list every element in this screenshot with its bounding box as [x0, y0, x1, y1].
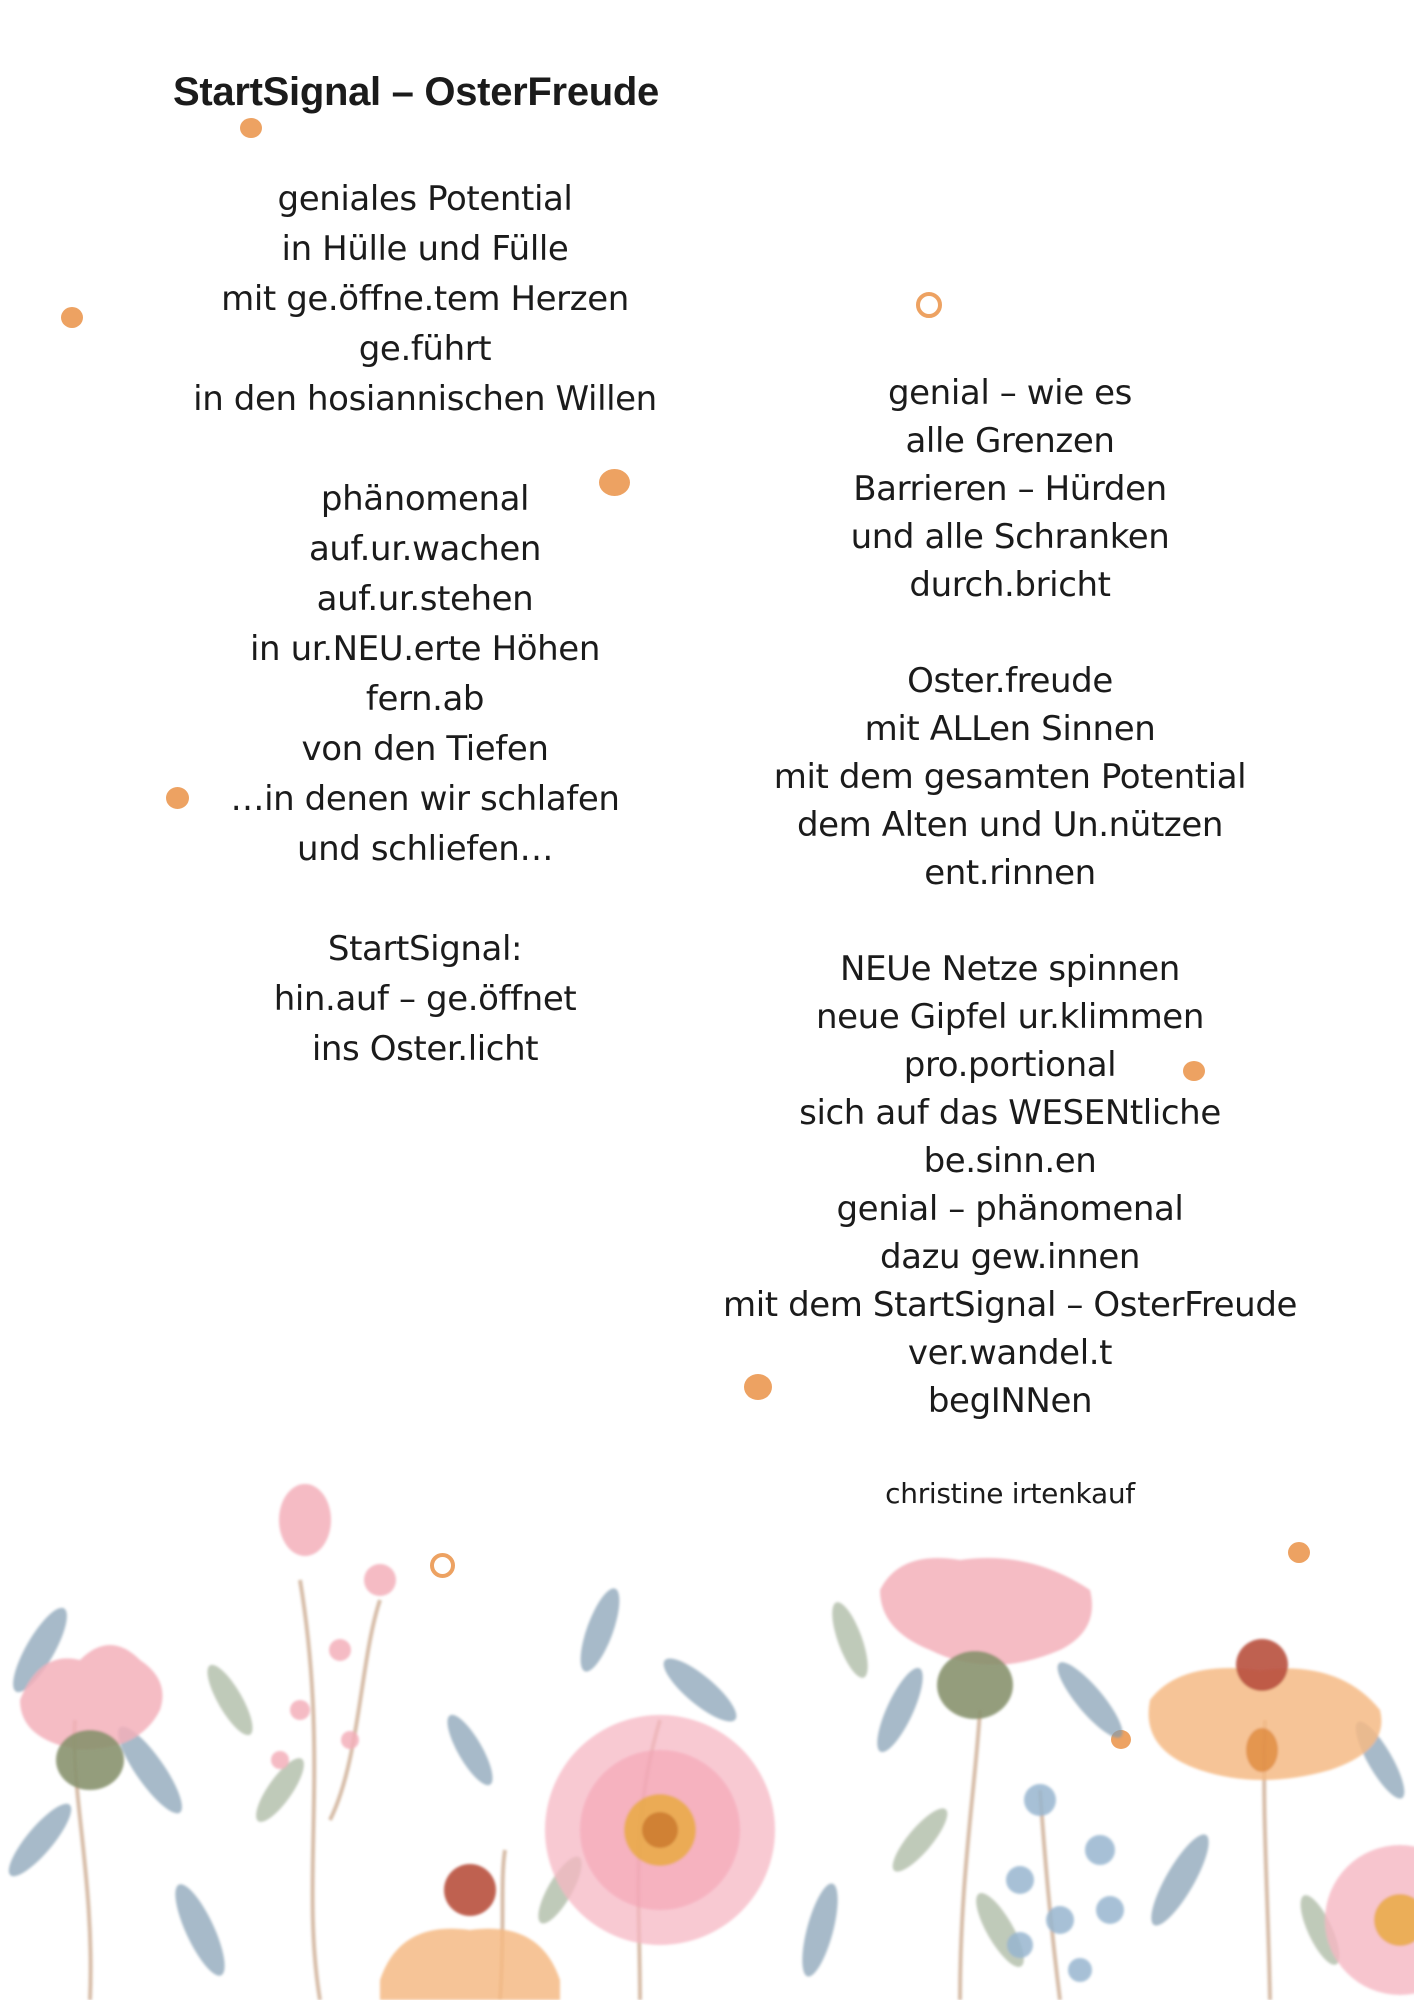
- poem-line: und schliefen…: [296, 829, 554, 869]
- author-signature: christine irtenkauf: [885, 1477, 1135, 1510]
- poem-line: durch.bricht: [909, 565, 1111, 605]
- poem-line: neue Gipfel ur.klimmen: [816, 997, 1204, 1037]
- poem-line: dazu gew.innen: [879, 1237, 1141, 1277]
- poem-line: be.sinn.en: [923, 1141, 1097, 1181]
- decor-ring: [916, 292, 942, 318]
- poem-line: pro.portional: [903, 1045, 1117, 1085]
- poem-line: in Hülle und Fülle: [281, 229, 569, 269]
- poem-line: in den hosiannischen Willen: [193, 379, 657, 419]
- poem-line: ins Oster.licht: [311, 1029, 539, 1069]
- stanza: [670, 369, 1350, 609]
- poem-line: …in denen wir schlafen: [230, 779, 620, 819]
- poem-right-column: [670, 369, 1350, 1425]
- poem-line: auf.ur.wachen: [308, 529, 542, 569]
- poem-line: geniales Potential: [277, 179, 573, 219]
- poem-line: hin.auf – ge.öffnet: [273, 979, 577, 1019]
- decor-dot: [240, 118, 262, 138]
- poem-title: StartSignal – OsterFreude: [173, 70, 659, 114]
- stanza: [100, 924, 750, 1074]
- poem-line: ent.rinnen: [924, 853, 1096, 893]
- poem-line: auf.ur.stehen: [316, 579, 534, 619]
- stanza: [100, 174, 750, 424]
- poem-line: mit ALLen Sinnen: [864, 709, 1156, 749]
- poem-line: StartSignal:: [327, 929, 523, 969]
- poem-left-column: [100, 174, 750, 1074]
- poem-line: Oster.freude: [907, 661, 1113, 701]
- poem-line: NEUe Netze spinnen: [840, 949, 1180, 989]
- poem-line: ge.führt: [358, 329, 492, 369]
- poem-line: genial – wie es: [887, 373, 1132, 413]
- poem-line: in ur.NEU.erte Höhen: [250, 629, 600, 669]
- poem-line: mit dem StartSignal – OsterFreude: [722, 1285, 1298, 1325]
- poem-line: phänomenal: [320, 479, 530, 519]
- poem-line: von den Tiefen: [301, 729, 549, 769]
- poem-line: mit ge.öffne.tem Herzen: [221, 279, 629, 319]
- poem-line: fern.ab: [365, 679, 485, 719]
- poem-line: Barrieren – Hürden: [853, 469, 1167, 509]
- poem-line: und alle Schranken: [850, 517, 1170, 557]
- poem-line: genial – phänomenal: [836, 1189, 1184, 1229]
- poem-line: sich auf das WESENtliche: [799, 1093, 1221, 1133]
- stanza: [100, 474, 750, 874]
- decor-dot: [61, 307, 83, 328]
- stanza: [670, 945, 1350, 1425]
- poem-line: mit dem gesamten Potential: [773, 757, 1247, 797]
- poem-line: dem Alten und Un.nützen: [796, 805, 1223, 845]
- poem-line: begINNen: [927, 1381, 1093, 1421]
- stanza: [670, 657, 1350, 897]
- floral-border-illustration: [0, 1460, 1414, 2000]
- poem-line: ver.wandel.t: [907, 1333, 1113, 1373]
- poem-line: alle Grenzen: [905, 421, 1115, 461]
